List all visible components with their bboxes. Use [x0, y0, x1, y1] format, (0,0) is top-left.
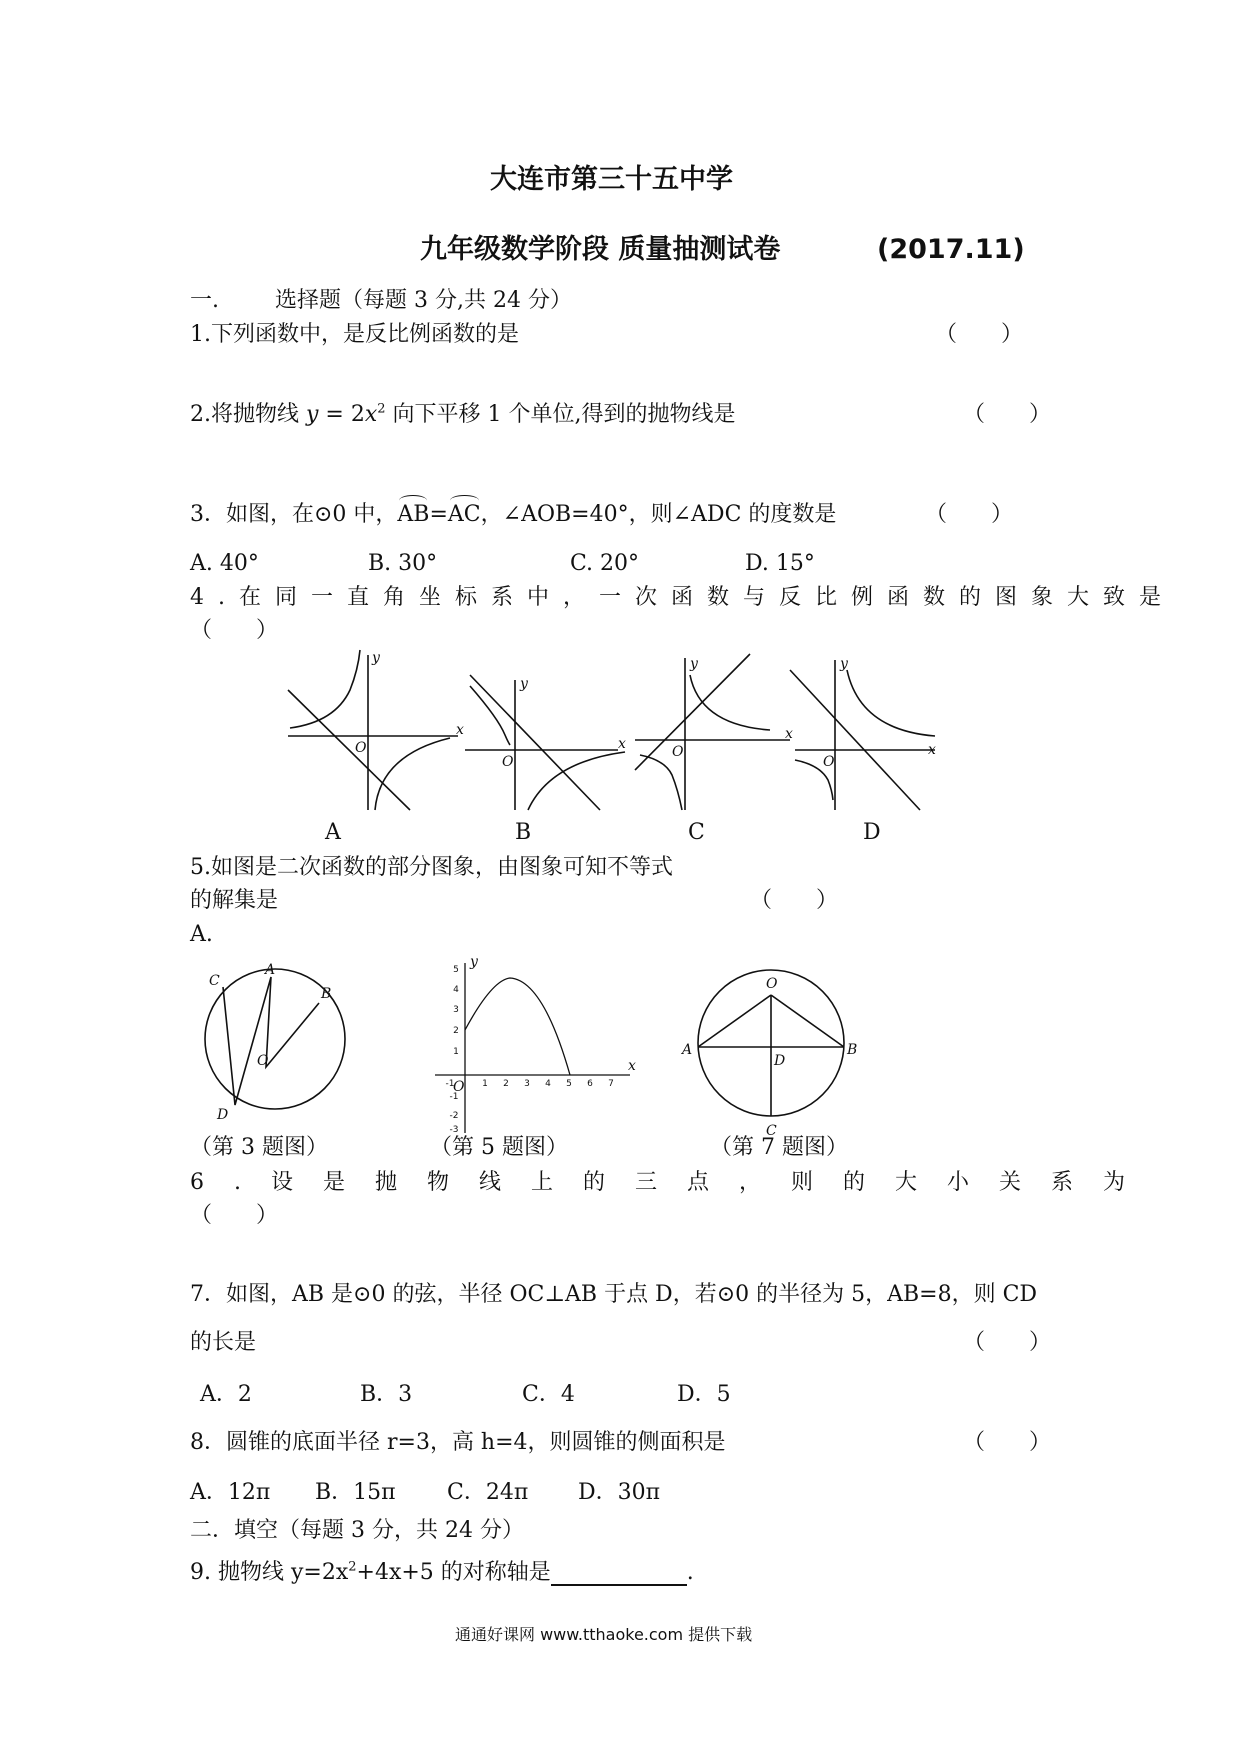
exam-title: 九年级数学阶段 质量抽测试卷	[420, 234, 781, 265]
fig5-ytick-3: 3	[453, 1005, 459, 1015]
q7-option-a: A．2	[200, 1382, 252, 1407]
section1-number: 一.	[190, 288, 219, 313]
section1-title: 选择题（每题 3 分,共 24 分）	[275, 288, 572, 313]
q4-graph-a	[288, 650, 458, 810]
q4-d-y: y	[840, 656, 848, 672]
fig5-xtick-4: 4	[545, 1079, 551, 1089]
q3-text	[190, 502, 836, 528]
fig5-axis-x: x	[628, 1058, 636, 1074]
q2-post: 向下平移 1 个单位,得到的抛物线是	[385, 402, 736, 427]
q4-text: 4.在同一直角坐标系中，一次函数与反比例函数的图象大致是	[190, 585, 1175, 610]
q2-answer-paren: （ ）	[963, 402, 1052, 427]
q3-option-c: C. 20°	[570, 551, 640, 576]
fig3-label-o: O	[257, 1053, 269, 1069]
fig5-ytick-4: 4	[453, 985, 459, 995]
q7-answer-paren: （ ）	[963, 1330, 1052, 1355]
q8-option-c: C．24π	[447, 1480, 529, 1505]
fig7-label-a: A	[682, 1042, 693, 1058]
q2-formula-sup: 2	[377, 401, 386, 417]
q4-c-y: y	[690, 656, 698, 672]
q4-label-a: A	[325, 820, 341, 845]
q2-formula-x: x	[364, 402, 378, 427]
fig3-label-c: C	[209, 973, 220, 989]
fig5-xtick-2: 2	[503, 1079, 509, 1089]
fig3-caption: （第 3 题图）	[190, 1135, 328, 1160]
fig3-label-d: D	[217, 1107, 229, 1123]
fig7-label-b: B	[847, 1042, 858, 1058]
q4-b-x: x	[618, 736, 626, 752]
q7-line1: 7．如图，AB 是⊙0 的弦，半径 OC⊥AB 于点 D，若⊙0 的半径为 5，AB=8，则 CD	[190, 1282, 1038, 1307]
fig5-origin: O	[453, 1079, 465, 1095]
fig5-xtick-neg1: -1	[445, 1079, 455, 1089]
fig3-label-a: A	[265, 962, 276, 978]
footer-credit: 通通好课网 www.tthaoke.com 提供下载	[455, 1625, 753, 1644]
fig7-label-o: O	[766, 976, 778, 992]
q3-option-d: D. 15°	[745, 551, 815, 576]
q3-post: ，∠AOB=40°，则∠ADC 的度数是	[480, 502, 837, 527]
fig5-ytick-neg2: -2	[449, 1111, 459, 1121]
q3-option-a: A. 40°	[190, 551, 259, 576]
fig5-ytick-neg3: -3	[449, 1125, 459, 1135]
fig5-ytick-1: 1	[453, 1047, 459, 1057]
q5-option-a: A.	[190, 922, 213, 947]
q7-line2: 的长是	[190, 1330, 257, 1355]
q4-a-y: y	[372, 650, 380, 666]
q3-arc-ab: AB	[397, 502, 430, 527]
q3-answer-paren: （ ）	[925, 502, 1014, 527]
q2-formula-y: y	[305, 402, 319, 427]
q2-pre: 2.将抛物线	[190, 402, 306, 427]
q6-answer-paren: （ ）	[190, 1203, 279, 1228]
fig5-ytick-2: 2	[453, 1026, 459, 1036]
q2-text	[190, 402, 736, 428]
fig5-xtick-7: 7	[608, 1079, 614, 1089]
q4-label-d: D	[863, 820, 881, 845]
fig7-caption: （第 7 题图）	[710, 1135, 848, 1160]
fig5-ytick-neg1: -1	[449, 1092, 459, 1102]
fig3-circle-diagram	[195, 962, 355, 1124]
fig5-parabola-graph	[430, 954, 640, 1137]
fig7-label-d: D	[774, 1053, 786, 1069]
q4-c-o: O	[672, 744, 684, 760]
q2-formula-eq: = 2	[318, 402, 365, 427]
q5-answer-paren: （ ）	[750, 888, 839, 913]
q9-text	[190, 1560, 694, 1586]
q4-c-x: x	[785, 726, 793, 742]
school-title: 大连市第三十五中学	[490, 164, 733, 195]
q8-option-b: B．15π	[315, 1480, 396, 1505]
fig7-label-c: C	[766, 1123, 777, 1139]
q4-b-y: y	[520, 676, 528, 692]
fig3-label-b: B	[321, 986, 332, 1002]
q9-post: +4x+5 的对称轴是	[356, 1560, 551, 1585]
q4-d-x: x	[928, 742, 936, 758]
q4-a-x: x	[456, 722, 464, 738]
q5-line1: 5.如图是二次函数的部分图象，由图象可知不等式	[190, 855, 673, 880]
q8-text: 8．圆锥的底面半径 r=3，高 h=4，则圆锥的侧面积是	[190, 1430, 726, 1455]
q1-text: 1.下列函数中，是反比例函数的是	[190, 322, 519, 347]
q4-a-o: O	[355, 740, 367, 756]
q4-b-o: O	[502, 754, 514, 770]
q7-option-c: C．4	[522, 1382, 575, 1407]
q8-answer-paren: （ ）	[963, 1430, 1052, 1455]
q7-option-d: D．5	[677, 1382, 731, 1407]
q3-pre: 3．如图，在⊙0 中，	[190, 502, 398, 527]
fig7-circle-chord	[680, 955, 860, 1139]
section2-title: 二．填空（每题 3 分，共 24 分）	[190, 1518, 524, 1543]
fig5-axis-y: y	[470, 954, 478, 970]
q9-sup: 2	[348, 1559, 357, 1575]
fig5-caption: （第 5 题图）	[430, 1135, 568, 1160]
q3-option-b: B. 30°	[368, 551, 438, 576]
q4-graphs	[280, 650, 960, 819]
q4-label-b: B	[515, 820, 532, 845]
exam-date: (2017.11)	[877, 234, 1025, 265]
q5-line2: 的解集是	[190, 888, 279, 913]
q7-option-b: B．3	[360, 1382, 413, 1407]
fig5-xtick-5: 5	[566, 1079, 572, 1089]
fig5-ytick-5: 5	[453, 965, 459, 975]
q4-graph-d	[790, 660, 935, 810]
q3-eq: =	[429, 502, 448, 527]
q4-graph-c	[635, 654, 790, 810]
fig5-xtick-1: 1	[482, 1079, 488, 1089]
q3-arc-ac: AC	[447, 502, 481, 527]
q8-option-a: A．12π	[190, 1480, 271, 1505]
q4-d-o: O	[823, 754, 835, 770]
q4-answer-paren: （ ）	[190, 618, 279, 643]
q4-graph-b	[465, 675, 625, 810]
q1-answer-paren: （ ）	[935, 322, 1024, 347]
q4-label-c: C	[688, 820, 705, 845]
fig5-xtick-6: 6	[587, 1079, 593, 1089]
q8-option-d: D．30π	[578, 1480, 661, 1505]
q9-answer-blank[interactable]	[551, 1564, 687, 1586]
q6-text: 6.设是抛物线上的三点，则的大小关系为	[190, 1170, 1155, 1195]
fig5-xtick-3: 3	[524, 1079, 530, 1089]
q9-pre: 9. 抛物线 y=2x	[190, 1560, 349, 1585]
q9-end: .	[686, 1560, 694, 1585]
